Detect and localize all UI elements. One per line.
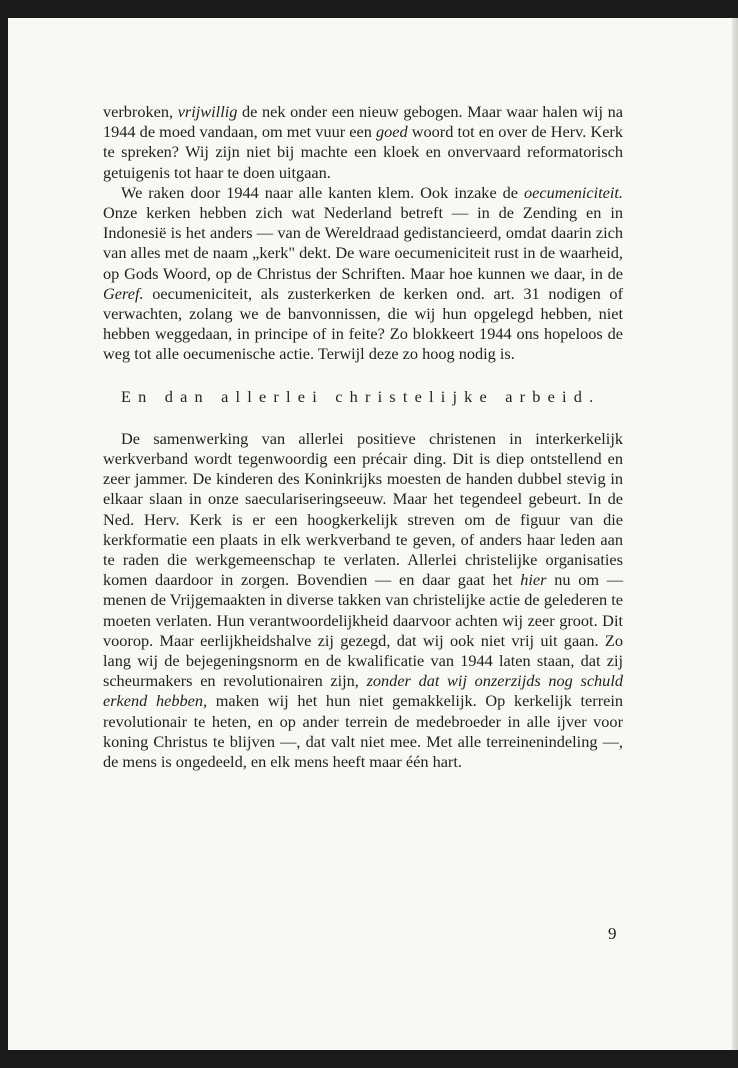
- paragraph-2-text-3: oecumeniciteit, als zusterkerken de kerken ond. art. 31 nodigen of verwachten, zolang we de banvonnissen, die wij hun opgelegd hebben, niet hebben weggedaan, in principe of in feite? Zo blokkeert 1944 ons hopeloos de weg tot alle oecumenische actie. Terwijl deze zo hoog nodig is.: [103, 283, 623, 364]
- paragraph-3-text-3: maken wij het hun niet gemakkelijk. Op kerkelijk terrein revolutionair te heten, en op ander terrein de medebroeder in alle ijver voor koning Christus te blijven —, dat valt niet mee. Met alle terreinenindeling —, de mens is ongedeeld, en elk mens heeft maar één hart.: [103, 691, 624, 772]
- paragraph-1: [103, 102, 623, 183]
- section-spacer-bottom: [103, 407, 623, 429]
- paragraph-3-text-2: nu om — menen de Vrijgemaakten in diverse takken van christelijke actie de gelederen te moeten verlaten. Hun verantwoordelijkheid daarvoor achten wij zeer groot. Dit voorop. Maar eerlijkheidshalve zij gezegd, dat wij ook niet vrij uit gaan. Zo lang wij de bejegeningsnorm en de kwalificatie van 1944 laten staan, dat zij scheurmakers en revolutionairen zijn,: [103, 570, 623, 691]
- paragraph-1-text-1: verbroken,: [103, 102, 178, 121]
- page-number: 9: [608, 924, 617, 943]
- paragraph-2-text-1: We raken door 1944 naar alle kanten klem. Ook inzake de: [121, 182, 524, 202]
- paragraph-1-text-2: de nek onder een nieuw gebogen. Maar waar halen wij na 1944 de moed vandaan, om met vuur een: [103, 102, 624, 142]
- section-spacer-top: [103, 365, 623, 387]
- paragraph-1-emphasis-1: vrijwillig: [177, 102, 238, 121]
- paragraph-3: [103, 429, 623, 772]
- section-heading: En dan allerlei christelijke arbeid.: [121, 386, 601, 406]
- paragraph-2: [103, 183, 623, 365]
- paragraph-1-emphasis-2: goed: [375, 122, 408, 142]
- body-text: [103, 102, 623, 772]
- page-edge-shadow: [732, 18, 738, 1050]
- paragraph-3-text-1: De samenwerking van allerlei positieve christenen in interkerkelijk werkverband wordt tegenwoordig een précair ding. Dit is diep ontstellend en zeer jammer. De kinderen des Koninkrijks moesten de handen dubbel stevig in elkaar slaan in onze saeculariseringseeuw. Maar het tegendeel gebeurt. In de Ned. Herv. Kerk is er een hoogkerkelijk streven om de figuur van die kerkformatie een plaats in elk werkverband te geven, of anders haar leden aan te raden die werkgemeenschap te verlaten. Allerlei christelijke organisaties komen daardoor in zorgen. Bovendien — en daar gaat het: [103, 428, 623, 590]
- paragraph-2-emphasis-2: Geref.: [103, 283, 144, 303]
- paragraph-2-emphasis-1: oecumeniciteit.: [524, 182, 623, 202]
- paragraph-3-emphasis-2: zonder dat wij onzerzijds nog schuld erkend hebben,: [103, 671, 623, 711]
- book-page: [8, 18, 738, 1050]
- paragraph-1-text-3: woord tot en over de Herv. Kerk te spreken? Wij zijn niet bij machte een kloek en onvervaard reformatorisch getuigenis tot haar te doen uitgaan.: [103, 122, 623, 182]
- paragraph-2-text-2: Onze kerken hebben zich wat Nederland betreft — in de Zending en in Indonesië is het anders — van de Wereldraad gedistancieerd, omdat daarin zich van alles met de naam „kerk" dekt. De ware oecumeniciteit rust in de waarheid, op Gods Woord, op de Christus der Schriften. Maar hoe kunnen we daar, in de: [103, 203, 623, 283]
- paragraph-3-emphasis-1: hier: [520, 570, 547, 590]
